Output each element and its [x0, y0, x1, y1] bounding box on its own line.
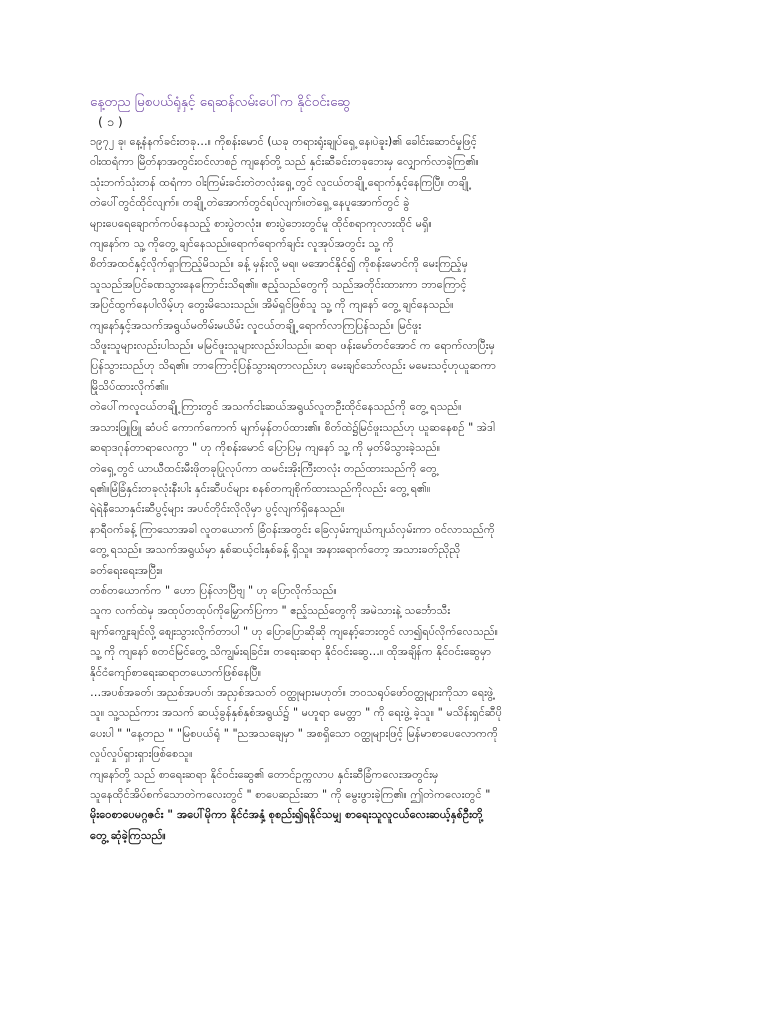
text-line: သူ့ ကို ကျနော် စတင်မြင်တွေ့ သိကျွမ်းရခြင်း။ တရေးဆရာ နိုင်ဝင်းဆွေ…။ ထိုအချိန်က နိုင်ဝင်းဆွေမှာ [90, 645, 492, 659]
section-number: ( ၁ ) [98, 114, 123, 129]
text-line: သူနေထိုင်အိပ်စက်သောတဲကလေးတွင် " စာပေဆည်းဆာ " ကို မွေးဖွားခဲ့ကြ၏။ ဤတဲကလေးတွင် " [90, 788, 491, 801]
document-title: နေ့တည မြစပယ်ရုံနှင့် ရေဆန်လမ်းပေါ်က နိုင်ဝင်းဆွေ [90, 94, 351, 110]
text-line: ဝါးထရံကာ မြိတ်နာအတွင်းဝင်လာစဉ် ကျနော်တို့ သည် နှင်းဆီခင်းတခုဘေးမှ လျှောက်လာခဲ့ကြ၏။ [90, 155, 479, 169]
text-line: များပေရေချောက်ကပ်နေသည့် စားပွဲတလုံး။ စားပွဲဘေးတွင်မူ ထိုင်စရာကုလားထိုင် မရှိ။ [90, 216, 432, 230]
text-line: တစ်တယောက်က " ဟော ပြန်လာပြီဗျ " ဟု ပြောလိုက်သည်။ [90, 583, 337, 597]
text-line: ပေးပါ " "နေ့တည " "မြစပယ်ရုံ " "ညအသချေမှာ " အစရှိသော ဝတ္ထုများဖြင့် မြန်မာစာပေလောကကို [90, 726, 498, 740]
text-line: …အပစ်အခတ်၊ အညစ်အပတ်၊ အညှစ်အသတ် ဝတ္ထုများမဟုတ်။ ဘဝသရုပ်ဖော်ဝတ္ထုများကိုသာ ရေးဖွဲ့ [90, 685, 494, 699]
text-line: နိုင်ငံကျော်စာရေးဆရာတယောက်ဖြစ်နေပြီ။ [90, 665, 262, 679]
text-line: ဆရာဒဂုန်တာရာလေကွာ " ဟု ကိုစန်းမောင် ပြောပြမှ ကျနော် သူ့ ကို မှတ်မိသွားခဲ့သည်။ [90, 441, 441, 455]
text-line: စိတ်အထင်နှင့်လိုက်ရှာကြည့်မိသည်။ ခန့် မှန်းလို့ မရ။ မအောင်နိုင်၍ ကိုစန်းမောင်ကို မေးကြည့်မှ [90, 257, 468, 271]
text-line: မိုးဝေစာပေမဂ္ဂဇင်း " အပေါ်မိုကာ နိုင်ငံအနှံ့ စုစည်း၍ရနိုင်သမျှ စာရေးသူလူငယ်လေးဆယ့်နှစ်ဦးတို့ [90, 808, 483, 822]
text-line: ချက်ကျွေးချင်လို့ စျေးသွားလိုက်တာပါ " ဟု ပြောပြောဆိုဆို ကျနော့်ဘေးတွင် လာ၍ရပ်လိုက်လေသည်။ [90, 624, 499, 638]
text-line: သူ။ သူ့သည်ကား အသက် ဆယ့်ခွန်နှစ်နှစ်အရွယ်၌ " မဟူရာ မေတ္တာ " ကို ရေးဖွဲ့ ခဲ့သူ။ " မသိန်းရှင်ဆီပို [90, 706, 503, 720]
text-line: လှုပ်လှုပ်ရှားရှားဖြစ်စေသူ။ [90, 747, 193, 761]
text-line: နာရီဝက်ခန့် ကြာသောအခါ လူတယောက် ခြံဝန်းအတွင်း ခြေလှမ်းကျယ်ကျယ်လှမ်းကာ ဝင်လာသည်ကို [90, 522, 495, 536]
text-line: ခတ်ရေးရေးအပြီး။ [90, 563, 163, 577]
text-line: သုံးဘက်သုံးတန် ထရံကာ ဝါးကြမ်းခင်းတဲတလုံးရှေ့ တွင် လူငယ်တချို့ ရောက်နှင့်နေကြပြီ။ တချို့ [90, 175, 469, 189]
text-line: ကျနော်က သူ့ ကိုတွေ့ ချင်နေသည်။ရောက်ရောက်ချင်း လူအုပ်အတွင်း သူ့ ကို [90, 237, 394, 251]
text-line: ၁၉၇၂ ခု၊ နေ့နံနက်ခင်းတခု…။ ကိုစန်းမောင် (ယခု တရားရုံးချုပ်ရှေ့ နေ၊ပဲခူး)၏ ခေါင်းဆောင်မှုဖြင့် [90, 135, 477, 148]
document-body [90, 92, 690, 846]
text-line: တဲရှေ့ တွင် ယာယီထင်းမီးဖိုတခုပြုလုပ်ကာ ထမင်းအိုးကြီးတလုံး တည်ထားသည်ကို တွေ့ [90, 461, 437, 475]
text-line: ကျနော်နှင့်အသက်အရွယ်မတိမ်းမယိမ်း လူငယ်တချို့ ရောက်လာကြပြန်သည်။ မြင်ဖူး [90, 318, 422, 332]
text-line: တွေ့ ရသည်။ အသက်အရွယ်မှာ နှစ်ဆယ့်ငါးနှစ်ခန့် ရှိသူ။ အနားရောက်တော့ အသားခတ်ညိုညို [90, 543, 461, 557]
text-line: တဲပေါ်ကလူငယ်တချို့ ကြားတွင် အသက်ငါးဆယ်အရွယ်လူတဦးထိုင်နေသည်ကို တွေ့ ရသည်။ [90, 400, 462, 414]
text-line: သူက လက်ထဲမှ အထုပ်တထုပ်ကိုမြှောက်ပြကာ " ဧည့်သည်တွေကို အမဲသားနဲ့ သင်္ဘောသီး [90, 604, 451, 618]
text-line: အသားဖြူဖြူ ဆံပင် ကောက်ကောက် မျက်မှန်တပ်ထား၏။ စိတ်ထဲ၌မြင်ဖူးသည်ဟု ယူဆနေစဉ် " အဲဒါ [90, 420, 495, 434]
text-line: တဲပေါ်တွင်ထိုင်လျက်။ တချို့ တဲအောက်တွင်ရပ်လျက်။တဲရှေ့ နေပူအောက်တွင် ခွဲ [90, 196, 410, 210]
text-line: ကျနော်တို့ သည် စာရေးဆရာ နိုင်ဝင်းဆွေ၏ တောင်ဥက္ကလာပ နှင်းဆီခြံကလေးအတွင်းမှ [90, 767, 439, 781]
text-line: အပြင်ထွက်နေပါလိမ့်ဟု တွေးမိသေးသည်။ အိမ်ရှင်ဖြစ်သူ သူ့ ကို ကျနော် တွေ့ ချင်နေသည်။ [90, 298, 454, 312]
text-line: သိဖူးသူများလည်းပါသည်။ မမြင်ဖူးသူများလည်းပါသည်။ ဆရာ ဖန်းမော်တင်အောင် က ရောက်လာပြီးမှ [90, 339, 496, 353]
text-line: ရ၏။မြံခြံနှင်းတခုလုံးနီးပါး နှင်းဆီပင်များ စနစ်တကျစိုက်ထားသည်ကိုလည်း တွေ့ ရ၏။ [90, 481, 431, 495]
text-line: ပြန်သွားသည်ဟု သိရ၏။ ဘာကြောင့်ပြန်သွားရတာလည်းဟု မေးချင်သော်လည်း မမေးသင့်ဟုယူဆကာ [90, 359, 496, 373]
text-line: သူသည်အပြင်ခဏသွားနေကြောင်းသိရ၏။ ဧည့်သည်တွေကို သည်အတိုင်းထားကာ ဘာကြောင့် [90, 277, 467, 291]
text-line: မြိုသိပ်ထားလိုက်၏။ [90, 379, 169, 393]
text-line: ရဲရဲနီသောနှင်းဆီပွင့်များ အပင်တိုင်းလိုလိုမှာ ပွင့်လျက်ရှိနေသည်။ [90, 502, 345, 516]
text-line: တွေ့ ဆုံခဲ့ကြသည်။ [90, 828, 166, 842]
